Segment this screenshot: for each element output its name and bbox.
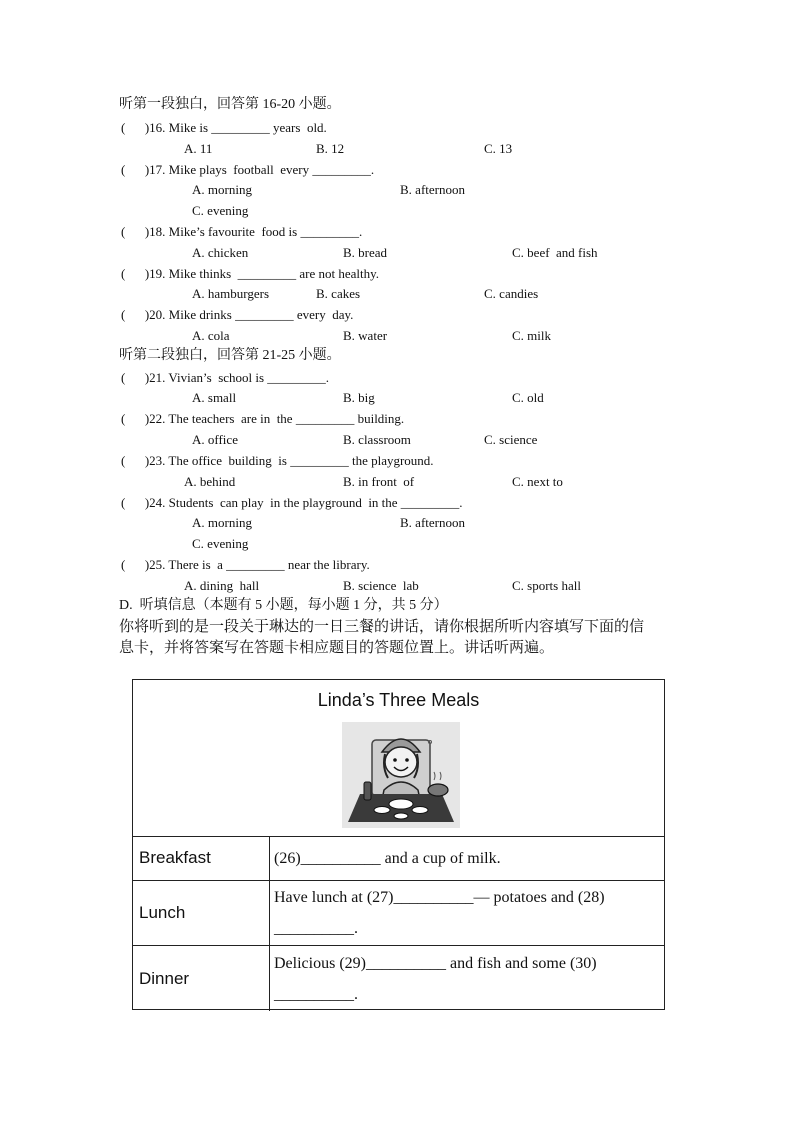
question-23-option-c: C. next to — [512, 474, 563, 489]
question-17-stem: ( )17. Mike plays football every _________. — [121, 162, 375, 177]
question-18-option-b: B. bread — [343, 245, 388, 260]
question-24-option-b: B. afternoon — [400, 515, 465, 530]
dinner-line-1: Delicious (29)__________ and fish and some (30) — [274, 955, 597, 972]
girl-eating-illustration — [342, 722, 460, 828]
section-d-instruction-line-1: 你将听到的是一段关于琳达的一日三餐的讲话，请你根据所听内容填写下面的信 — [119, 619, 645, 635]
question-25-stem: ( )25. There is a _________ near the library. — [121, 557, 370, 572]
row-label-lunch: Lunch — [139, 903, 186, 922]
lunch-cell — [274, 881, 660, 945]
question-23-option-b: B. in front of — [343, 474, 415, 489]
section-d-instruction-line-2: 息卡，并将答案写在答题卡相应题目的答题位置上。讲话听两遍。 — [119, 640, 555, 656]
section-header-part-d: D. 听填信息（本题有 5 小题，每小题 1 分，共 5 分） — [119, 598, 448, 613]
breakfast-cell — [274, 842, 660, 875]
question-21-stem: ( )21. Vivian’s school is _________. — [121, 370, 330, 385]
question-17-option-b: B. afternoon — [400, 182, 465, 197]
breakfast-line-1: (26)__________ and a cup of milk. — [274, 850, 501, 867]
question-21-option-c: C. old — [512, 390, 544, 405]
question-19-option-c: C. candies — [484, 286, 539, 301]
question-18-option-a: A. chicken — [192, 245, 249, 260]
question-16-option-a: A. 11 — [184, 141, 213, 156]
question-17-option-c: C. evening — [192, 203, 249, 218]
row-label-breakfast: Breakfast — [139, 848, 211, 867]
question-18-stem: ( )18. Mike’s favourite food is _________. — [121, 224, 363, 239]
row-label-dinner: Dinner — [139, 969, 190, 988]
question-24-stem: ( )24. Students can play in the playground in the _________. — [121, 495, 463, 510]
question-22-option-b: B. classroom — [343, 432, 411, 447]
question-17-option-a: A. morning — [192, 182, 252, 197]
question-22-option-a: A. office — [192, 432, 238, 447]
question-20-option-b: B. water — [343, 328, 388, 343]
question-19-stem: ( )19. Mike thinks _________ are not healthy. — [121, 266, 380, 281]
question-20-option-a: A. cola — [192, 328, 230, 343]
question-21-option-a: A. small — [192, 390, 237, 405]
question-22-stem: ( )22. The teachers are in the _________ building. — [121, 411, 405, 426]
section-header-part1: 听第一段独白，回答第 16-20 小题。 — [119, 97, 341, 112]
question-21-option-b: B. big — [343, 390, 375, 405]
question-25-option-c: C. sports hall — [512, 578, 581, 593]
question-16-stem: ( )16. Mike is _________ years old. — [121, 120, 327, 135]
question-24-option-c: C. evening — [192, 536, 249, 551]
lunch-line-2: __________. — [274, 920, 358, 937]
question-22-option-c: C. science — [484, 432, 538, 447]
question-19-option-a: A. hamburgers — [192, 286, 270, 301]
dinner-cell — [274, 947, 660, 1011]
question-19-option-b: B. cakes — [316, 286, 361, 301]
question-25-option-b: B. science lab — [343, 578, 419, 593]
info-card-title: Linda’s Three Meals — [317, 690, 480, 710]
question-16-option-c: C. 13 — [484, 141, 513, 156]
question-23-stem: ( )23. The office building is _________ the playground. — [121, 453, 434, 468]
section-header-part2: 听第二段独白，回答第 21-25 小题。 — [119, 348, 341, 363]
lunch-line-1: Have lunch at (27)__________— potatoes and (28) — [274, 889, 605, 906]
question-20-option-c: C. milk — [512, 328, 552, 343]
dinner-line-2: __________. — [274, 986, 358, 1003]
question-16-option-b: B. 12 — [316, 141, 345, 156]
question-23-option-a: A. behind — [184, 474, 236, 489]
question-25-option-a: A. dining hall — [184, 578, 260, 593]
question-18-option-c: C. beef and fish — [512, 245, 598, 260]
info-card-table — [132, 679, 665, 1010]
question-24-option-a: A. morning — [192, 515, 252, 530]
question-20-stem: ( )20. Mike drinks _________ every day. — [121, 307, 354, 322]
